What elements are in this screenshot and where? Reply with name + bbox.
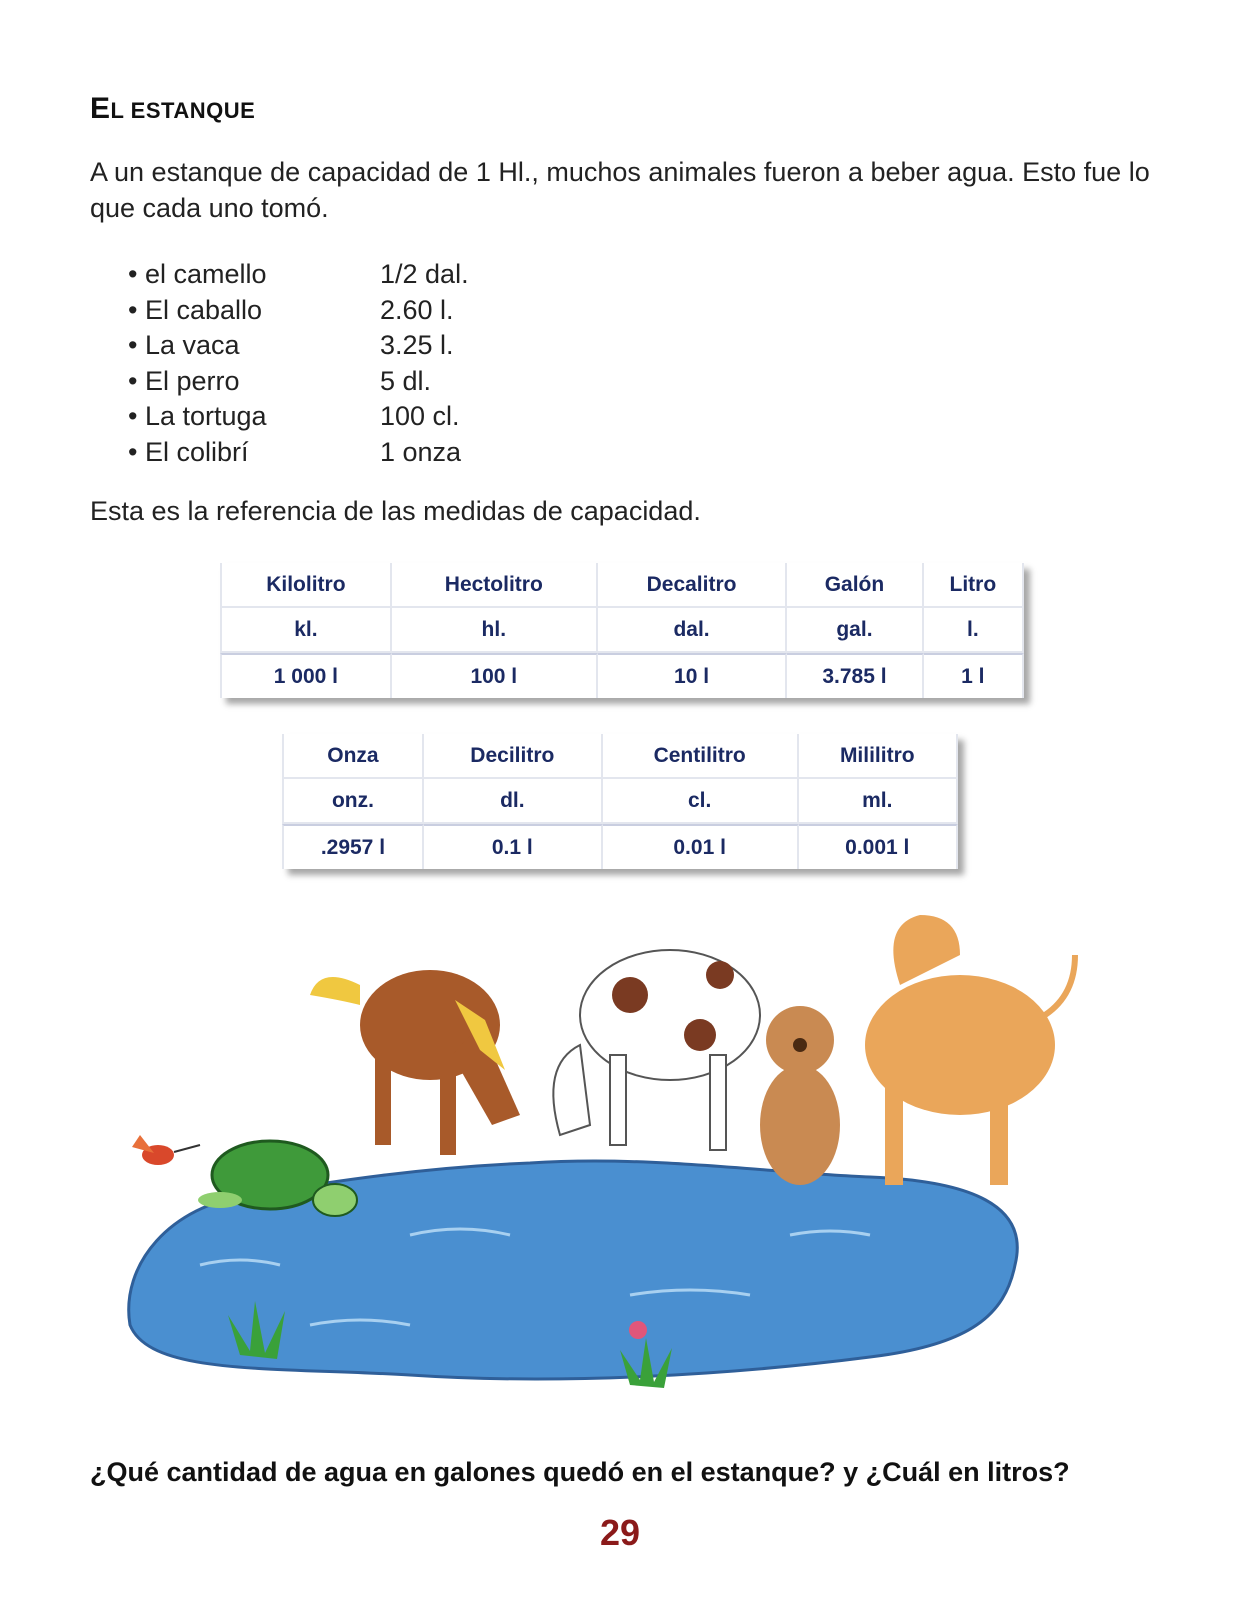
unit-name: Decilitro — [424, 734, 603, 779]
unit-value: 3.785 l — [787, 653, 924, 698]
unit-value: 1 l — [924, 653, 1024, 698]
unit-abbr: onz. — [282, 779, 424, 824]
table-row — [220, 653, 1024, 698]
capacity-table-large — [220, 563, 1024, 698]
unit-abbr: ml. — [799, 779, 958, 824]
animal-name: • La vaca — [128, 330, 240, 360]
unit-value: 0.01 l — [603, 824, 799, 869]
list-item — [128, 328, 469, 364]
unit-name: Hectolitro — [392, 563, 598, 608]
unit-name: Mililitro — [799, 734, 958, 779]
animal-amount: 3.25 l. — [380, 330, 454, 360]
unit-value: .2957 l — [282, 824, 424, 869]
list-item — [128, 364, 469, 400]
turtle-icon — [198, 1141, 357, 1216]
capacity-table-small — [282, 734, 958, 869]
unit-abbr: dal. — [598, 608, 787, 653]
table-row — [282, 824, 958, 869]
table-row — [220, 608, 1024, 653]
reference-text: Esta es la referencia de las medidas de capacidad. — [90, 496, 701, 526]
unit-abbr: l. — [924, 608, 1024, 653]
animal-amount: 100 cl. — [380, 401, 460, 431]
unit-name: Decalitro — [598, 563, 787, 608]
animal-amount: 2.60 l. — [380, 294, 454, 325]
camel-icon — [865, 915, 1075, 1185]
unit-name: Onza — [282, 734, 424, 779]
animal-amount: 5 dl. — [380, 365, 432, 396]
cow-icon — [553, 950, 760, 1150]
list-item — [128, 293, 469, 329]
unit-abbr: hl. — [392, 608, 598, 653]
hummingbird-icon — [132, 1135, 200, 1165]
title-rest: L ESTANQUE — [110, 98, 256, 123]
unit-value: 1 000 l — [220, 653, 392, 698]
list-item — [128, 399, 469, 435]
table-row — [220, 563, 1024, 608]
unit-name: Centilitro — [603, 734, 799, 779]
animal-name: • La tortuga — [128, 401, 267, 431]
unit-abbr: gal. — [787, 608, 924, 653]
unit-abbr: dl. — [424, 779, 603, 824]
dog-icon — [760, 1006, 840, 1185]
unit-value: 0.001 l — [799, 824, 958, 869]
animal-name: • El caballo — [128, 294, 263, 325]
horse-icon — [310, 970, 520, 1155]
animal-name: • El colibrí — [128, 436, 249, 467]
unit-abbr: cl. — [603, 779, 799, 824]
animal-amount: 1/2 dal. — [380, 259, 469, 289]
animal-name: • el camello — [128, 259, 267, 289]
unit-value: 10 l — [598, 653, 787, 698]
animal-amount: 1 onza — [380, 436, 462, 467]
list-item — [128, 257, 469, 293]
intro-paragraph: A un estanque de capacidad de 1 Hl., muchos animales fueron a beber agua. Esto fue lo que cada uno tomó. — [90, 157, 1150, 223]
unit-value: 0.1 l — [424, 824, 603, 869]
flower-icon — [629, 1321, 647, 1339]
title-initial: E — [90, 92, 111, 125]
animal-list — [128, 257, 469, 470]
table-row — [282, 779, 958, 824]
unit-name: Litro — [924, 563, 1024, 608]
unit-abbr: kl. — [220, 608, 392, 653]
animal-name: • El perro — [128, 365, 240, 396]
table-row — [282, 734, 958, 779]
question-text: ¿Qué cantidad de agua en galones quedó en el estanque? y ¿Cuál en litros? — [90, 1457, 1070, 1487]
unit-name: Galón — [787, 563, 924, 608]
unit-name: Kilolitro — [220, 563, 392, 608]
pond-illustration — [110, 905, 1110, 1425]
page-number: 29 — [599, 1512, 641, 1553]
unit-value: 100 l — [392, 653, 598, 698]
list-item — [128, 435, 469, 471]
page-title — [90, 92, 255, 126]
